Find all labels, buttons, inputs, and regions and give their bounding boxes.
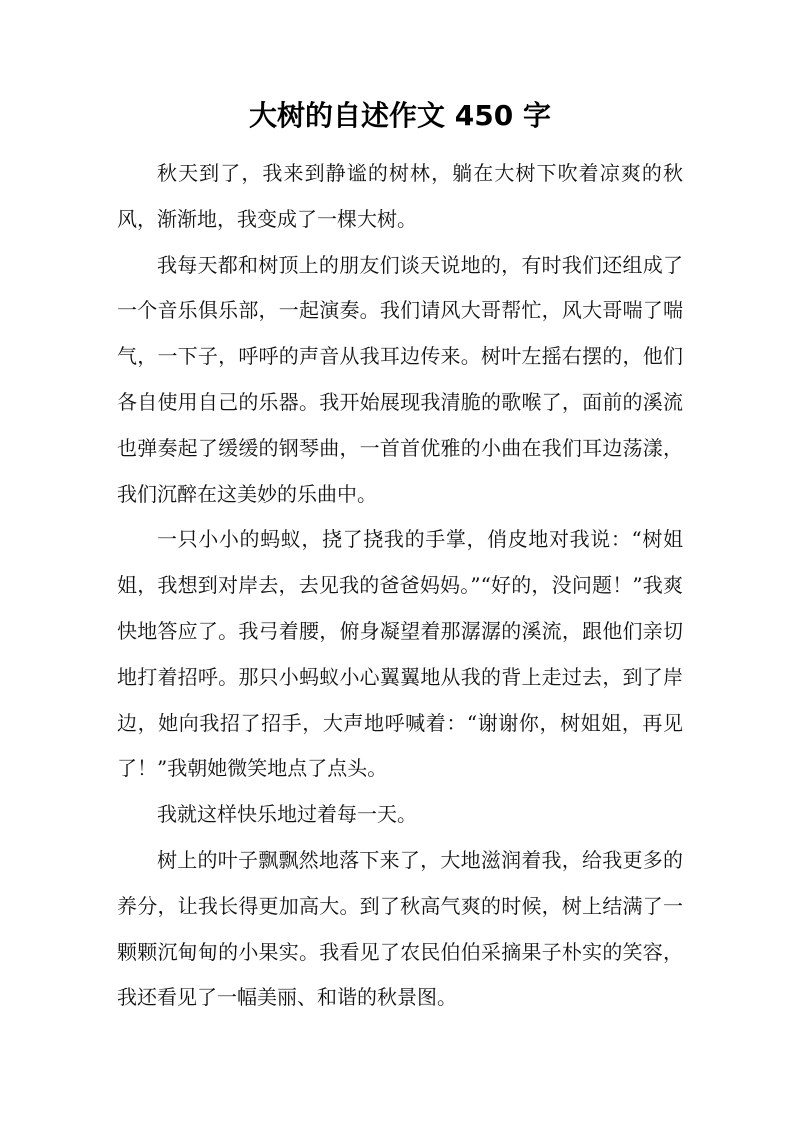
paragraph-2: 我每天都和树顶上的朋友们谈天说地的，有时我们还组成了一个音乐俱乐部，一起演奏。我们请风大哥帮忙，风大哥喘了喘气，一下子，呼呼的声音从我耳边传来。树叶左摇右摆的，他们各自使用自己的乐器。我开始展现我清脆的歌喉了，面前的溪流也弹奏起了缓缓的钢琴曲，一首首优雅的小曲在我们耳边荡漾，我们沉醉在这美妙的乐曲中。 bbox=[117, 252, 683, 506]
document-title: 大树的自述作文 450 字 bbox=[249, 99, 551, 132]
paragraph-5: 树上的叶子飘飘然地落下来了，大地滋润着我，给我更多的养分，让我长得更加高大。到了秋高气爽的时候，树上结满了一颗颗沉甸甸的小果实。我看见了农民伯伯采摘果子朴实的笑容，我还看见了一幅美丽、和谐的秋景图。 bbox=[117, 847, 683, 1010]
paragraph-1: 秋天到了，我来到静谧的树林，躺在大树下吹着凉爽的秋风，渐渐地，我变成了一棵大树。 bbox=[117, 161, 683, 231]
paragraph-3: 一只小小的蚂蚁，挠了挠我的手掌，俏皮地对我说：“树姐姐，我想到对岸去，去见我的爸爸妈妈。”“好的，没问题！”我爽快地答应了。我弓着腰，俯身凝望着那潺潺的溪流，跟他们亲切地打着招呼。那只小蚂蚁小心翼翼地从我的背上走过去，到了岸边，她向我招了招手，大声地呼喊着：“谢谢你，树姐姐，再见了！”我朝她微笑地点了点头。 bbox=[117, 527, 683, 781]
document-body bbox=[117, 151, 683, 1021]
paragraph-4: 我就这样快乐地过着每一天。 bbox=[157, 802, 417, 827]
